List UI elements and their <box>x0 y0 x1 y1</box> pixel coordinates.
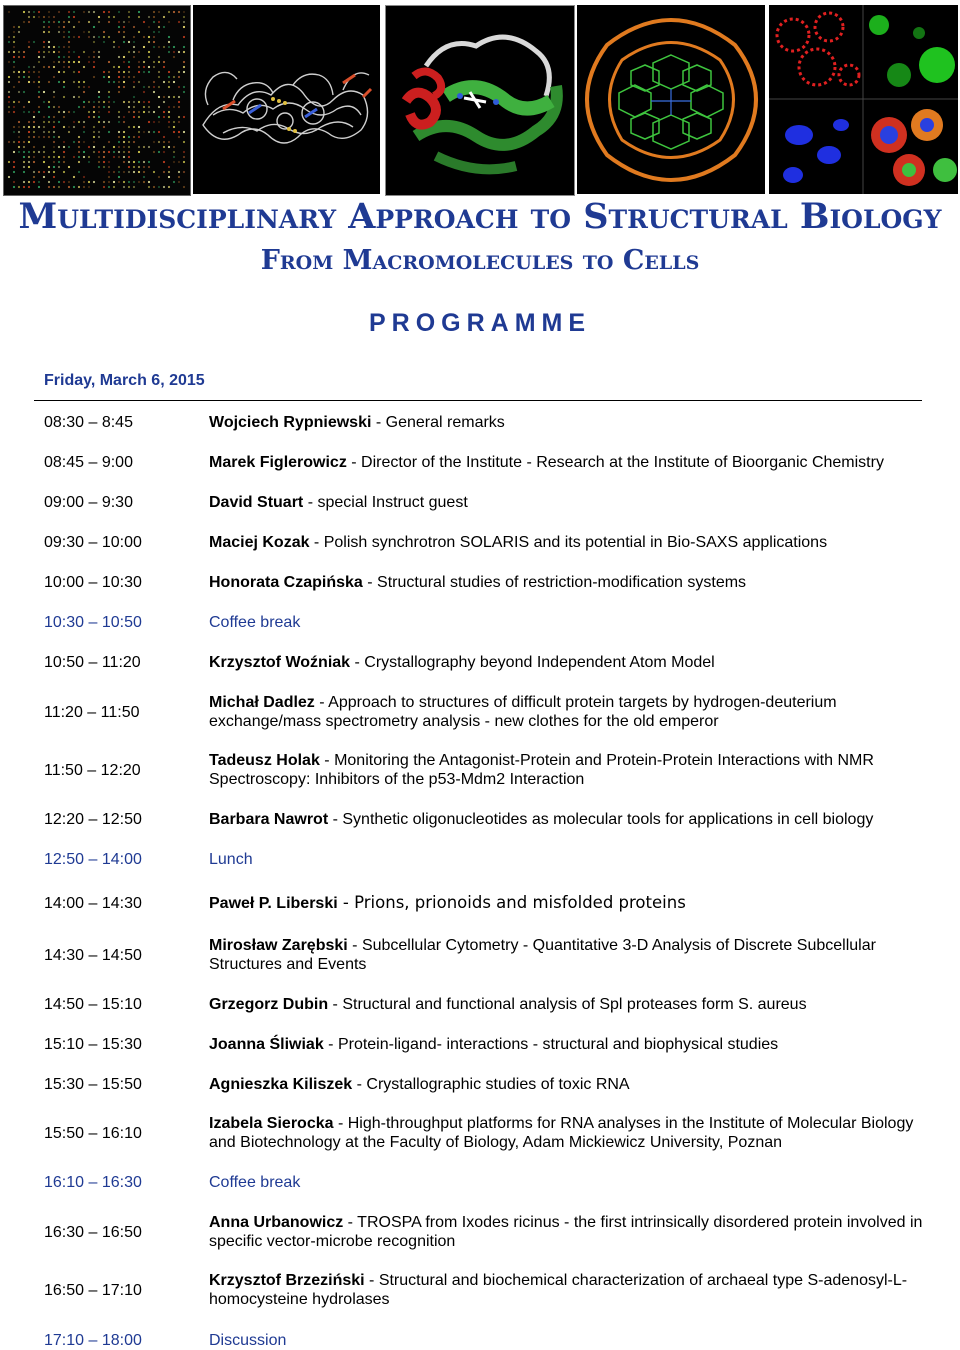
talk-topic: - Crystallography beyond Independent Atom Model <box>350 654 715 671</box>
speaker-name: Barbara Nawrot <box>209 811 329 828</box>
talk-topic: - Approach to structures of difficult protein targets by hydrogen-deuterium exchange/mass spectrometry analysis - new clothes for the old emperor <box>209 694 837 730</box>
programme-heading: PROGRAMME <box>368 309 592 337</box>
microarray-image <box>3 5 191 196</box>
talk-description <box>209 751 929 789</box>
speaker-name: Honorata Czapińska <box>209 574 363 591</box>
talk-topic: - TROSPA from Ixodes ricinus - the first intrinsically disordered protein involved in specific vector-microbe recognition <box>209 1214 923 1250</box>
time-slot: 08:30 – 8:45 <box>44 414 133 431</box>
talk-topic: - Subcellular Cytometry - Quantitative 3-D Analysis of Discrete Subcellular Structures and Events <box>209 937 876 973</box>
time-slot: 16:30 – 16:50 <box>44 1223 142 1241</box>
talk-description <box>209 1075 929 1094</box>
time-slot: 10:50 – 11:20 <box>44 654 141 671</box>
speaker-name: Krzysztof Woźniak <box>209 654 351 671</box>
talk-topic: - High-throughput platforms for RNA analyses in the Institute of Molecular Biology and Biotechnology at the Faculty of Biology, Adam Mickiewicz University, Poznan <box>209 1115 914 1151</box>
talk-topic: - General remarks <box>371 414 505 431</box>
speaker-name: Tadeusz Holak <box>209 752 320 769</box>
speaker-name: Mirosław Zarębski <box>209 937 348 954</box>
cell-fluorescence-image <box>769 5 958 194</box>
talk-topic: - Director of the Institute - Research at the Institute of Bioorganic Chemistry <box>346 454 884 471</box>
dna-structure-image <box>577 5 765 194</box>
time-slot: 15:30 – 15:50 <box>44 1076 142 1093</box>
speaker-name: Joanna Śliwiak <box>209 1036 324 1053</box>
talk-topic: - Prions, prionoids and misfolded proteins <box>337 893 686 912</box>
header-image-strip <box>0 0 960 196</box>
talk-description <box>209 1213 929 1251</box>
talk-topic: - Structural studies of restriction-modification systems <box>362 574 747 591</box>
talk-topic: - Synthetic oligonucleotides as molecular tools for applications in cell biology <box>328 811 874 828</box>
speaker-name: Wojciech Rypniewski <box>209 414 372 431</box>
time-slot: 12:50 – 14:00 <box>44 851 142 868</box>
break-label: Coffee break <box>209 614 301 631</box>
talk-description <box>209 936 929 974</box>
speaker-name: Paweł P. Liberski <box>209 895 338 912</box>
time-slot: 10:30 – 10:50 <box>44 614 142 631</box>
time-slot: 14:00 – 14:30 <box>44 894 142 912</box>
break-label: Discussion <box>209 1332 287 1349</box>
talk-topic: - Structural and biochemical characterization of archaeal type S-adenosyl-L-homocysteine hydrolases <box>209 1272 908 1308</box>
speaker-name: Anna Urbanowicz <box>209 1214 344 1231</box>
time-slot: 17:10 – 18:00 <box>44 1332 142 1349</box>
electron-density-image <box>193 5 380 194</box>
time-slot: 11:50 – 12:20 <box>44 761 141 779</box>
talk-description <box>209 693 929 731</box>
time-slot: 09:00 – 9:30 <box>44 494 133 511</box>
talk-description <box>209 1271 929 1309</box>
page-title: Multidisciplinary Approach to Structural Biology <box>18 196 942 237</box>
speaker-name: Michał Dadlez <box>209 694 315 711</box>
time-slot: 16:10 – 16:30 <box>44 1174 142 1191</box>
page-subtitle: From Macromolecules to Cells <box>260 245 700 276</box>
time-slot: 12:20 – 12:50 <box>44 811 142 828</box>
time-slot: 08:45 – 9:00 <box>44 454 133 471</box>
speaker-name: Maciej Kozak <box>209 534 310 551</box>
time-slot: 10:00 – 10:30 <box>44 574 142 591</box>
divider <box>34 400 922 401</box>
talk-description <box>209 573 929 592</box>
talk-topic: - special Instruct guest <box>303 494 468 511</box>
speaker-name: Agnieszka Kiliszek <box>209 1076 353 1093</box>
talk-description <box>209 653 929 672</box>
talk-topic: - Protein-ligand- interactions - structural and biophysical studies <box>323 1036 779 1053</box>
time-slot: 14:50 – 15:10 <box>44 996 142 1013</box>
talk-description <box>209 453 929 472</box>
time-slot: 09:30 – 10:00 <box>44 534 142 551</box>
talk-topic: - Structural and functional analysis of Spl proteases form S. aureus <box>328 996 807 1013</box>
talk-topic: - Monitoring the Antagonist-Protein and Protein-Protein Interactions with NMR Spectroscopy: Inhibitors of the p53-Mdm2 Interaction <box>209 752 874 788</box>
break-label: Lunch <box>209 851 253 868</box>
programme-date: Friday, March 6, 2015 <box>44 372 205 389</box>
time-slot: 15:50 – 16:10 <box>44 1124 142 1142</box>
protein-ribbon-image <box>385 5 575 196</box>
talk-description <box>209 493 929 512</box>
talk-description <box>209 533 929 552</box>
talk-description <box>209 995 929 1014</box>
speaker-name: Grzegorz Dubin <box>209 996 329 1013</box>
talk-topic: - Polish synchrotron SOLARIS and its potential in Bio-SAXS applications <box>309 534 828 551</box>
talk-description <box>209 1114 929 1152</box>
time-slot: 14:30 – 14:50 <box>44 946 142 964</box>
time-slot: 15:10 – 15:30 <box>44 1036 142 1053</box>
talk-description <box>209 893 929 913</box>
talk-description <box>209 1035 929 1054</box>
time-slot: 16:50 – 17:10 <box>44 1281 142 1299</box>
time-slot: 11:20 – 11:50 <box>44 703 140 721</box>
speaker-name: Krzysztof Brzeziński <box>209 1272 365 1289</box>
speaker-name: Izabela Sierocka <box>209 1115 334 1132</box>
talk-description <box>209 413 929 432</box>
talk-topic: - Crystallographic studies of toxic RNA <box>352 1076 630 1093</box>
speaker-name: David Stuart <box>209 494 304 511</box>
talk-description <box>209 810 929 829</box>
break-label: Coffee break <box>209 1174 301 1191</box>
speaker-name: Marek Figlerowicz <box>209 454 347 471</box>
